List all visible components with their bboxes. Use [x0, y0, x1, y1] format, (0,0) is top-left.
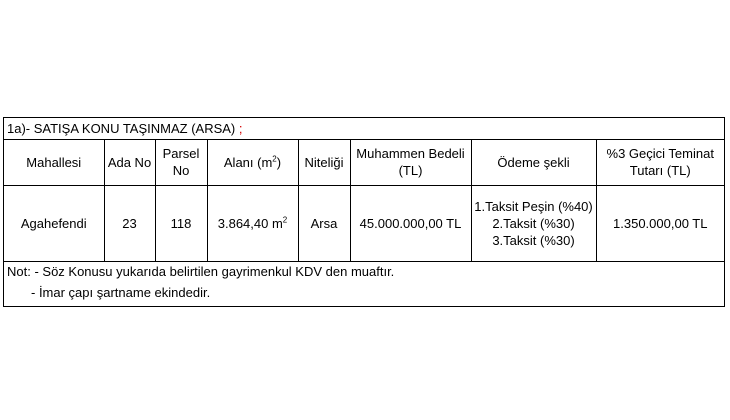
property-grid: [4, 140, 724, 262]
header-alani-sup: 2: [272, 154, 277, 164]
header-teminat-line2: Tutarı (TL): [629, 163, 691, 179]
note-imar: - İmar çapı şartname ekindedir.: [31, 285, 211, 300]
header-teminat-line1: %3 Geçici Teminat: [606, 146, 714, 162]
cell-alani-text: 3.864,40 m: [217, 215, 283, 231]
header-niteligi: Niteliği: [298, 140, 350, 185]
cell-muhammen: 45.000.000,00 TL: [350, 185, 471, 261]
header-odeme: Ödeme şekli: [471, 140, 596, 185]
table-row: [4, 185, 724, 261]
property-sale-table: [3, 117, 725, 307]
cell-parsel-no: 118: [155, 185, 207, 261]
header-muhammen: [350, 140, 471, 185]
payment-installment-1: 1.Taksit Peşin (%40): [474, 198, 593, 214]
header-teminat: [596, 140, 724, 185]
cell-alani: [207, 185, 298, 261]
payment-installment-2: 2.Taksit (%30): [492, 215, 575, 231]
section-title: [4, 118, 724, 140]
header-parsel-no: [155, 140, 207, 185]
section-title-semicolon: ;: [238, 121, 243, 136]
cell-alani-sup: 2: [282, 215, 288, 225]
header-alani-end: ): [276, 154, 282, 170]
note-kdv: Not: - Söz Konusu yukarıda belirtilen gayrimenkul KDV den muaftır.: [7, 264, 395, 279]
header-ada-no: Ada No: [104, 140, 155, 185]
header-mahallesi: Mahallesi: [4, 140, 104, 185]
header-parsel-line1: Parsel: [162, 146, 200, 162]
header-row: [4, 140, 724, 185]
notes-section: [4, 261, 724, 306]
header-muhammen-line2: (TL): [398, 163, 423, 179]
header-alani-text: Alanı (m: [223, 154, 273, 170]
cell-teminat: 1.350.000,00 TL: [596, 185, 724, 261]
section-title-text: 1a)- SATIŞA KONU TAŞINMAZ (ARSA): [7, 121, 236, 136]
header-alani: [207, 140, 298, 185]
cell-niteligi: Arsa: [298, 185, 350, 261]
cell-ada-no: 23: [104, 185, 155, 261]
header-parsel-line2: No: [172, 163, 190, 179]
cell-odeme: [471, 185, 596, 261]
payment-installment-3: 3.Taksit (%30): [492, 232, 575, 248]
cell-mahallesi: Agahefendi: [4, 185, 104, 261]
header-muhammen-line1: Muhammen Bedeli: [356, 146, 465, 162]
